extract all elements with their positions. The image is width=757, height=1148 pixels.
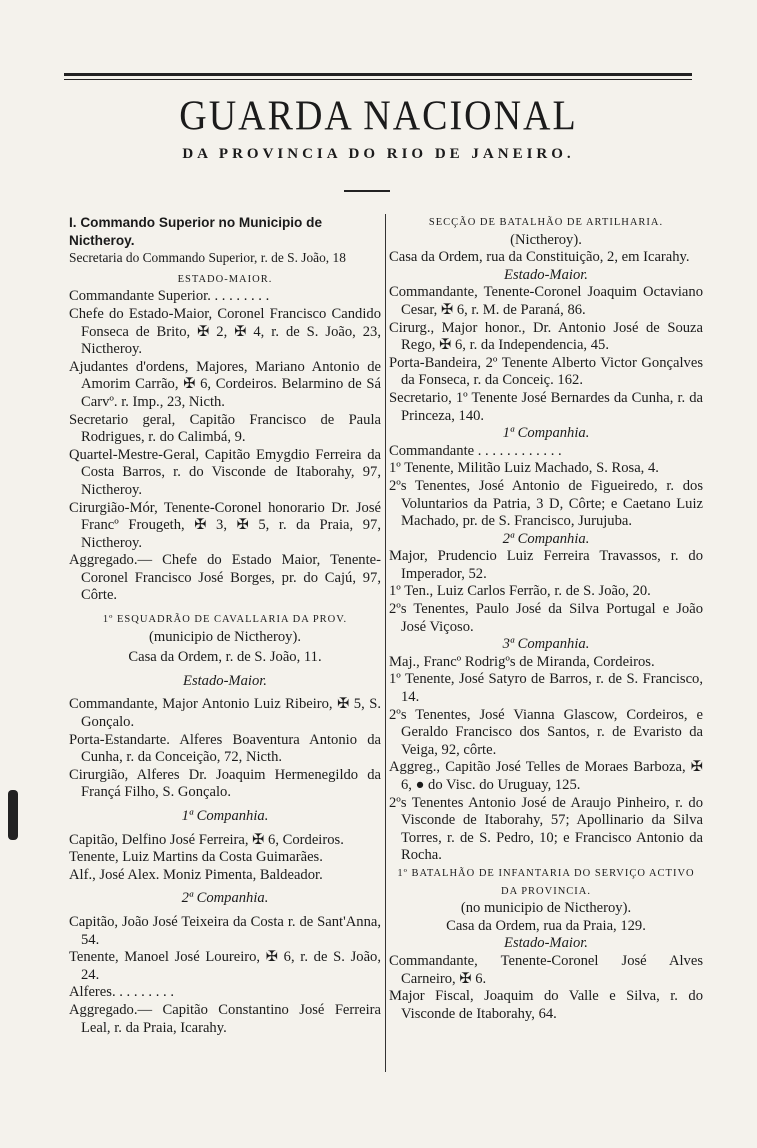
list-item: Secretario, 1º Tenente José Bernardes da Cunha, r. da Princeza, 140. xyxy=(389,389,703,424)
list-item: 2ºs Tenentes, José Antonio de Figueiredo, r. dos Voluntarios da Patria, 3 D, Côrte; e Caetano Luiz Machado, pr. de S. Francisco, Jurujuba. xyxy=(389,477,703,530)
commando-heading: I. Commando Superior no Municipio de Nictheroy. xyxy=(69,215,322,248)
left-column xyxy=(69,214,381,1037)
companhia1-heading: 1ª Companhia. xyxy=(181,808,269,824)
comp3-heading: 3ª Companhia. xyxy=(502,636,590,653)
companhia2-heading: 2ª Companhia. xyxy=(181,890,269,907)
ink-blot xyxy=(8,790,18,840)
list-item: Tenente, Luiz Martins da Costa Guimarães. xyxy=(69,849,323,866)
esquadrao-heading: 1º ESQUADRÃO DE CAVALLARIA DA PROV. xyxy=(102,614,348,626)
list-item: Major Fiscal, Joaquim do Valle e Silva, r. do Visconde de Itaborahy, 64. xyxy=(389,988,703,1022)
list-item: Cirurgião, Alferes Dr. Joaquim Hermenegildo da Françá Filho, S. Gonçalo. xyxy=(69,766,381,801)
esquadrao-municipio: (municipio de Nictheroy). xyxy=(149,628,301,645)
list-item: Aggregado.— Chefe do Estado Maior, Tenente-Coronel Francisco José Borges, pr. do Cajú, 97, Côrte. xyxy=(69,552,381,604)
list-item: Chefe do Estado-Maior, Coronel Francisco Candido Fonseca de Brito, ✠ 2, ✠ 4, r. de S. João, 23, Nictheroy. xyxy=(69,305,381,358)
esquadrao-estado-maior: Estado-Maior. xyxy=(183,672,267,689)
secretaria-line: Secretaria do Commando Superior, r. de S. João, 18 xyxy=(69,250,346,266)
list-item: Cirurg., Major honor., Dr. Antonio José de Souza Rego, ✠ 6, r. da Independencia, 45. xyxy=(389,319,703,354)
list-item: Maj., Francº Rodrigºs de Miranda, Cordeiros. xyxy=(389,653,655,670)
esquadrao-casa: Casa da Ordem, r. de S. João, 11. xyxy=(128,649,322,666)
list-item: 2ºs Tenentes Antonio José de Araujo Pinheiro, r. do Visconde de Itaborahy, 57; Apollinario da Silva Torres, r. de S. Pedro, 10; e Francisco Antonio da Rocha. xyxy=(389,794,703,864)
column-divider xyxy=(385,214,386,1072)
list-item: 1º Ten., Luiz Carlos Ferrão, r. de S. João, 20. xyxy=(389,583,651,600)
comp1-commandante: Commandante . . . . . . . . . . . . xyxy=(389,442,562,459)
commandante-superior: Commandante Superior. . . . . . . . . xyxy=(69,288,270,305)
batalhao-estado-maior: Estado-Maior. xyxy=(504,935,588,952)
list-item: Cirurgião-Mór, Tenente-Coronel honorario Dr. José Francº Frougeth, ✠ 3, ✠ 5, r. da Praia, 97, Nictheroy. xyxy=(69,499,381,551)
list-item: 1º Tenente, Militão Luiz Machado, S. Rosa, 4. xyxy=(389,460,659,477)
page-title: GUARDA NACIONAL xyxy=(179,92,578,140)
batalhao-casa: Casa da Ordem, rua da Praia, 129. xyxy=(446,917,646,934)
list-item: 2ºs Tenentes, José Vianna Glascow, Cordeiros, e Geraldo Francisco dos Santos, r. de Evaristo da Veiga, 92, côrte. xyxy=(389,706,703,758)
list-item: 2ºs Tenentes, Paulo José da Silva Portugal e João José Viçoso. xyxy=(389,601,703,635)
list-item: 1º Tenente, José Satyro de Barros, r. de S. Francisco, 14. xyxy=(389,671,703,706)
list-item: Ajudantes d'ordens, Majores, Mariano Antonio de Amorim Carrão, ✠ 6, Cordeiros. Belarmino de Sá Carvº. r. Imp., 23, Nicth. xyxy=(69,358,381,410)
seccao-municipio: (Nictheroy). xyxy=(510,231,582,248)
list-item: Alferes. . . . . . . . . xyxy=(69,984,174,1001)
list-item: Secretario geral, Capitão Francisco de Paula Rodrigues, r. do Calimbá, 9. xyxy=(69,411,381,446)
estado-maior-heading: ESTADO-MAIOR. xyxy=(177,273,273,285)
list-item: Commandante, Tenente-Coronel Joaquim Octaviano Cesar, ✠ 6, r. M. de Paraná, 86. xyxy=(389,284,703,318)
list-item: Alf., José Alex. Moniz Pimenta, Baldeador. xyxy=(69,866,323,883)
top-double-rule xyxy=(64,73,692,76)
batalhao-municipio: (no municipio de Nictheroy). xyxy=(460,900,632,917)
seccao-heading: SECÇÃO DE BATALHÃO DE ARTILHARIA. xyxy=(428,217,664,228)
list-item: Capitão, Delfino José Ferreira, ✠ 6, Cordeiros. xyxy=(69,831,344,848)
seccao-estado-maior: Estado-Maior. xyxy=(504,266,588,283)
list-item: Tenente, Manoel José Loureiro, ✠ 6, r. de S. João, 24. xyxy=(69,949,381,983)
list-item: Aggreg., Capitão José Telles de Moraes Barboza, ✠ 6, ● do Visc. do Uruguay, 125. xyxy=(389,759,703,793)
list-item: Major, Prudencio Luiz Ferreira Travassos, r. do Imperador, 52. xyxy=(389,548,703,582)
title-underline xyxy=(344,190,390,192)
list-item: Commandante, Major Antonio Luiz Ribeiro, ✠ 5, S. Gonçalo. xyxy=(69,696,381,731)
list-item: Capitão, João José Teixeira da Costa r. de Sant'Anna, 54. xyxy=(69,913,381,948)
list-item: Porta-Estandarte. Alferes Boaventura Antonio da Cunha, r. da Conceição, 72, Nicth. xyxy=(69,731,381,766)
list-item: Porta-Bandeira, 2º Tenente Alberto Victor Gonçalves da Fonseca, r. da Conceiç. 162. xyxy=(389,354,703,389)
top-double-rule-thin xyxy=(64,79,692,80)
seccao-casa: Casa da Ordem, rua da Constituição, 2, em Icarahy. xyxy=(389,249,690,266)
right-column xyxy=(389,214,703,1023)
page-subtitle: DA PROVINCIA DO RIO DE JANEIRO. xyxy=(182,146,575,162)
list-item: Commandante, Tenente-Coronel José Alves Carneiro, ✠ 6. xyxy=(389,952,703,987)
comp2-heading: 2ª Companhia. xyxy=(502,530,590,547)
list-item: Quartel-Mestre-Geral, Capitão Emygdio Ferreira da Costa Barros, r. do Visconde de Itaborahy, 97, Nictheroy. xyxy=(69,446,381,498)
list-item: Aggregado.— Capitão Constantino José Ferreira Leal, r. da Praia, Icarahy. xyxy=(69,1001,381,1036)
batalhao-heading: 1º BATALHÃO DE INFANTARIA DO SERVIÇO ACTIVO DA PROVINCIA. xyxy=(397,867,695,897)
comp1-heading: 1ª Companhia. xyxy=(502,425,590,442)
